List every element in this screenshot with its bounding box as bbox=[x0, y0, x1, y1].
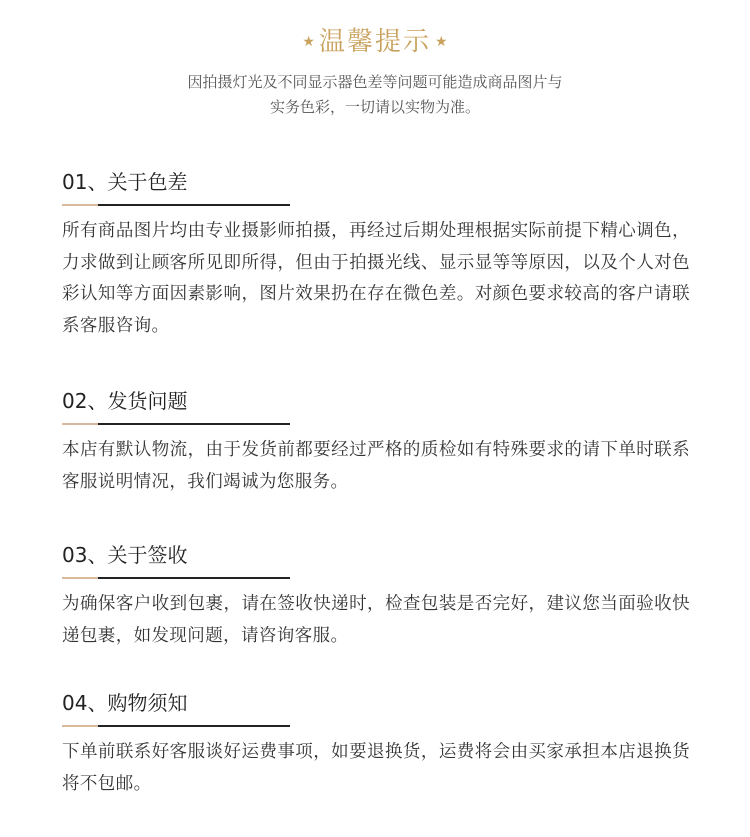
section-body: 为确保客户收到包裹，请在签收快递时，检查包装是否完好，建议您当面验收快递包裹，如发现问题，请咨询客服。 bbox=[62, 594, 690, 646]
section-body: 所有商品图片均由专业摄影师拍摄，再经过后期处理根据实际前提下精心调色，力求做到让顾客所见即所得，但由于拍摄光线、显示显等等原因，以及个人对色彩认知等方面因素影响，图片效果扔在存在微色差。对颜色要求较高的客户请联系客服咨询。 bbox=[62, 221, 690, 336]
section-body: 本店有默认物流，由于发货前都要经过严格的质检如有特殊要求的请下单时联系客服说明情况，我们竭诚为您服务。 bbox=[62, 440, 690, 492]
section-heading: 02、发货问题 bbox=[62, 389, 188, 413]
title-row bbox=[0, 22, 750, 62]
section-heading: 03、关于签收 bbox=[62, 543, 188, 567]
intro-line-1: 因拍摄灯光及不同显示器色差等问题可能造成商品图片与 bbox=[187, 73, 563, 91]
section-receipt bbox=[62, 540, 690, 652]
intro-text bbox=[0, 70, 750, 120]
section-divider bbox=[62, 577, 290, 579]
divider-accent bbox=[62, 577, 98, 579]
notice-header bbox=[0, 22, 750, 120]
divider-accent bbox=[62, 423, 98, 425]
star-left-icon: ★ bbox=[302, 34, 315, 50]
section-divider bbox=[62, 423, 290, 425]
divider-accent bbox=[62, 725, 98, 727]
section-body: 下单前联系好客服谈好运费事项，如要退换货，运费将会由买家承担本店退换货将不包邮。 bbox=[62, 742, 690, 794]
section-color-difference bbox=[62, 167, 690, 342]
section-shopping-notice bbox=[62, 688, 690, 800]
section-heading: 01、关于色差 bbox=[62, 170, 188, 194]
intro-line-2: 实务色彩，一切请以实物为准。 bbox=[269, 98, 480, 116]
section-divider bbox=[62, 725, 290, 727]
section-divider bbox=[62, 204, 290, 206]
divider-accent bbox=[62, 204, 98, 206]
section-heading: 04、购物须知 bbox=[62, 691, 188, 715]
section-shipping bbox=[62, 386, 690, 498]
page-title: 温馨提示 bbox=[318, 27, 431, 57]
star-right-icon: ★ bbox=[435, 34, 448, 50]
